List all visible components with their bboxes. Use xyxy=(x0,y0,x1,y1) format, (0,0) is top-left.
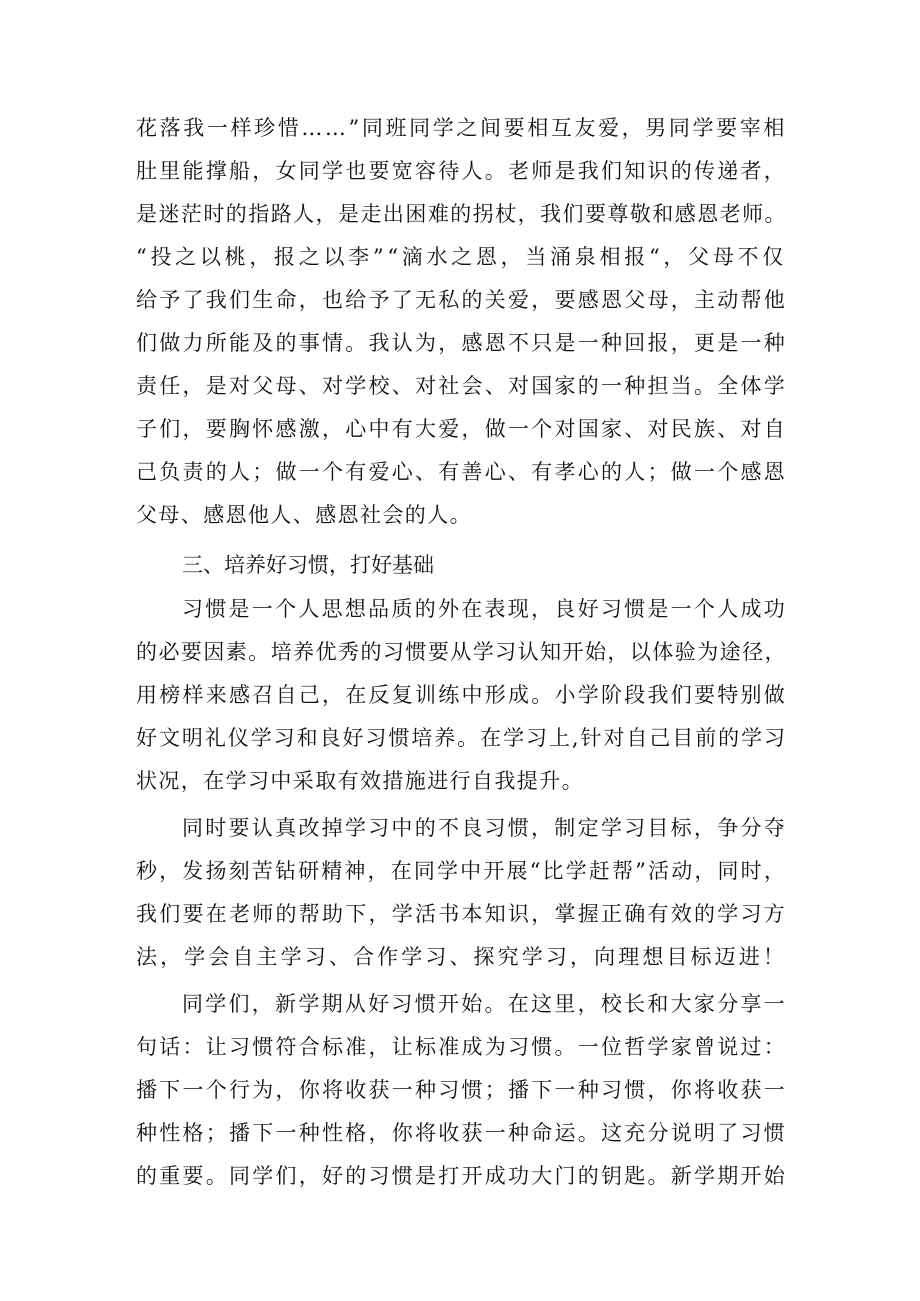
text-line: 父母、感恩他人、感恩社会的人。 xyxy=(136,503,472,527)
text-line: 习惯是一个人思想品质的外在表现，良好习惯是一个人成功 xyxy=(182,597,787,621)
text-line: 同时要认真改掉学习中的不良习惯，制定学习目标，争分夺 xyxy=(182,816,787,840)
section-heading: 三、培养好习惯，打好基础 xyxy=(182,553,434,577)
text-line: 法，学会自主学习、合作学习、探究学习，向理想目标迈进！ xyxy=(136,945,787,969)
text-line: 我们要在老师的帮助下，学活书本知识，掌握正确有效的学习方 xyxy=(136,902,787,926)
text-line: 是迷茫时的指路人，是走出困难的拐杖，我们要尊敬和感恩老师。 xyxy=(136,202,787,226)
text-line: 花落我一样珍惜……”同班同学之间要相互友爱，男同学要宰相 xyxy=(136,116,787,140)
text-line: 己负责的人；做一个有爱心、有善心、有孝心的人；做一个感恩 xyxy=(136,460,787,484)
text-line: 状况，在学习中采取有效措施进行自我提升。 xyxy=(136,769,584,793)
text-line: 子们，要胸怀感激，心中有大爱，做一个对国家、对民族、对自 xyxy=(136,417,787,441)
text-line: 的重要。同学们，好的习惯是打开成功大门的钥匙。新学期开始 xyxy=(136,1164,787,1188)
text-line: 给予了我们生命，也给予了无私的关爱，要感恩父母，主动帮他 xyxy=(136,288,787,312)
text-line: 用榜样来感召自己，在反复训练中形成。小学阶段我们要特别做 xyxy=(136,683,787,707)
text-line: 肚里能撑船，女同学也要宽容待人。老师是我们知识的传递者， xyxy=(136,159,787,183)
text-line: 播下一个行为，你将收获一种习惯；播下一种习惯，你将收获一 xyxy=(136,1078,787,1102)
text-line: 同学们，新学期从好习惯开始。在这里，校长和大家分享一 xyxy=(182,992,787,1016)
text-line: 责任，是对父母、对学校、对社会、对国家的一种担当。全体学 xyxy=(136,374,787,398)
text-line: 好文明礼仪学习和良好习惯培养。在学习上,针对自己目前的学习 xyxy=(136,726,787,750)
text-line: 种性格；播下一种性格，你将收获一种命运。这充分说明了习惯 xyxy=(136,1121,787,1145)
text-line: 句话：让习惯符合标准，让标准成为习惯。一位哲学家曾说过： xyxy=(136,1035,787,1059)
text-line: 们做力所能及的事情。我认为，感恩不只是一种回报，更是一种 xyxy=(136,331,787,355)
text-line: 秒，发扬刻苦钻研精神，在同学中开展“比学赶帮”活动，同时， xyxy=(136,859,787,883)
text-line: 的必要因素。培养优秀的习惯要从学习认知开始，以体验为途径， xyxy=(136,640,787,664)
text-line: “投之以桃，报之以李”“滴水之恩，当涌泉相报“，父母不仅 xyxy=(136,245,787,269)
